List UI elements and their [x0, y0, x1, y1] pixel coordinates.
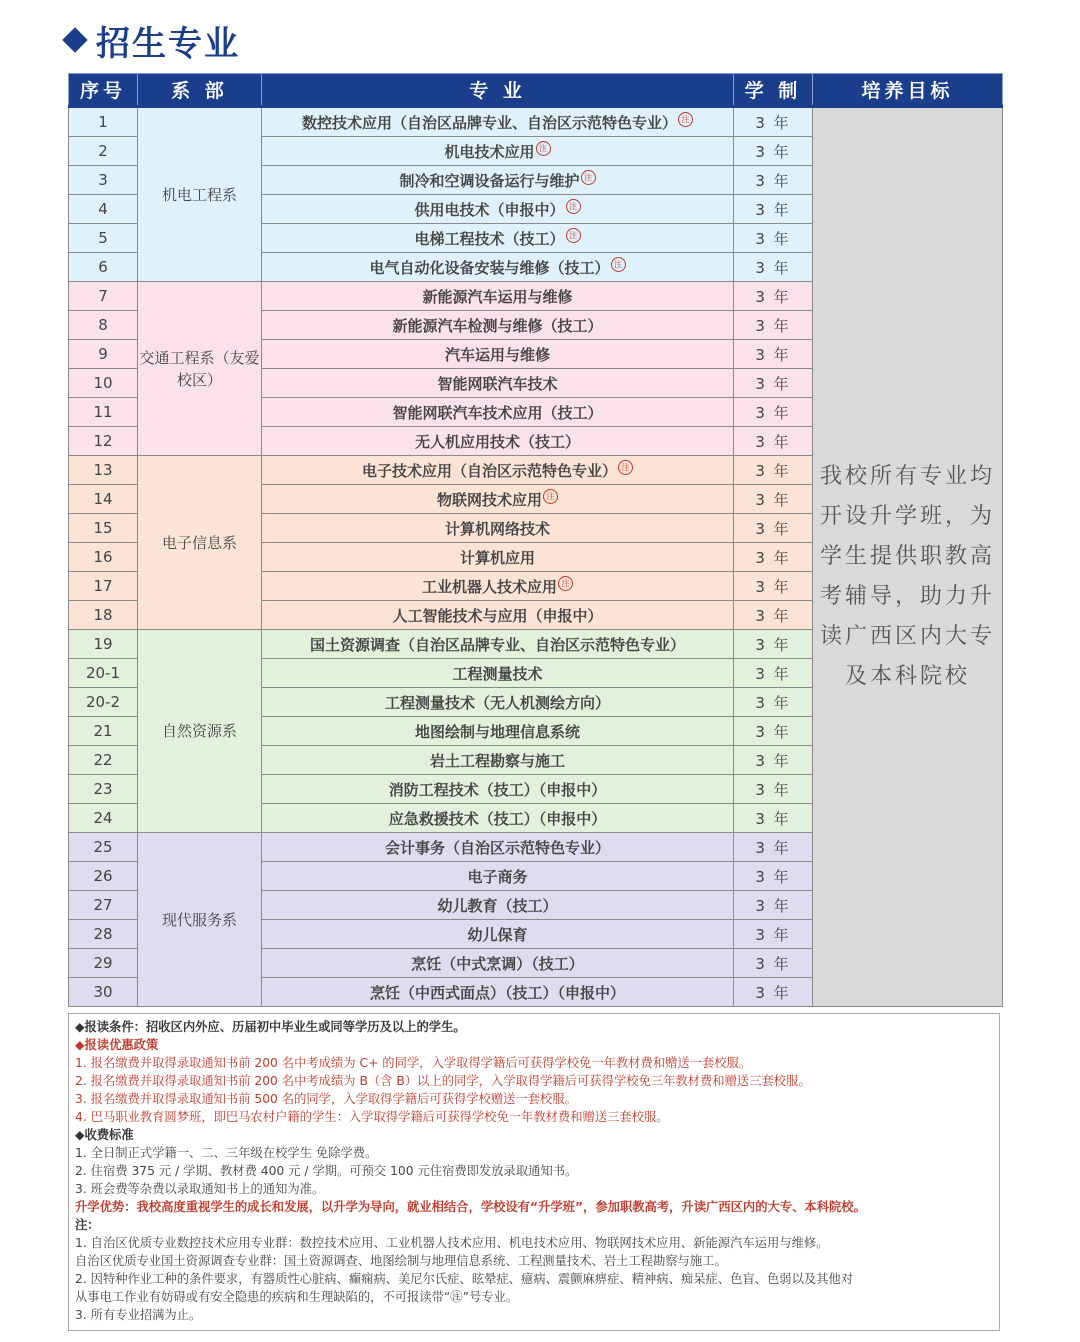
row-number: 27 [69, 891, 138, 920]
years-cell: 3 年 [734, 572, 813, 601]
row-number: 22 [69, 746, 138, 775]
major-name: 机电技术应用 [444, 142, 535, 161]
policy-heading: ◆报读优惠政策 [75, 1038, 159, 1052]
note-mark-icon: 注 [618, 460, 633, 475]
major-name: 工业机器人技术应用 [421, 577, 557, 596]
notes-panel [68, 1013, 1000, 1331]
majors-table-body [69, 107, 1003, 1007]
years-cell: 3 年 [734, 717, 813, 746]
advantage-line [75, 1198, 993, 1216]
years-cell: 3 年 [734, 978, 813, 1007]
fee-heading: ◆收费标准 [75, 1128, 134, 1142]
policy-item: 3. 报名缴费并取得录取通知书前 500 名的同学，入学取得学籍后可获得学校赠送一套校服。 [75, 1092, 577, 1106]
policy-item: 4. 巴马职业教育圆梦班，即巴马农村户籍的学生：入学取得学籍后可获得学校免一年教材费和赠送三套校服。 [75, 1110, 669, 1124]
major-name: 国土资源调查（自治区品牌专业、自治区示范特色专业） [309, 635, 685, 654]
years-cell: 3 年 [734, 891, 813, 920]
major-name: 新能源汽车检测与维修（技工） [392, 316, 603, 335]
major-name: 制冷和空调设备运行与维护 [399, 171, 580, 190]
major-cell [262, 456, 734, 485]
major-cell [262, 340, 734, 369]
years-cell: 3 年 [734, 369, 813, 398]
major-cell [262, 833, 734, 862]
row-number: 8 [69, 311, 138, 340]
note-mark-icon: 注 [558, 576, 573, 591]
fee-item: 3. 班会费等杂费以录取通知书上的通知为准。 [75, 1182, 325, 1196]
major-cell [262, 224, 734, 253]
row-number: 2 [69, 137, 138, 166]
note-mark-icon: 注 [543, 489, 558, 504]
major-cell [262, 862, 734, 891]
major-cell [262, 775, 734, 804]
years-cell: 3 年 [734, 775, 813, 804]
years-cell: 3 年 [734, 340, 813, 369]
note-mark-icon: 注 [678, 112, 693, 127]
years-cell: 3 年 [734, 166, 813, 195]
policy-item: 2. 报名缴费并取得录取通知书前 200 名中考成绩为 B（含 B）以上的同学，入学取得学籍后可获得学校免三年教材费和赠送三套校服。 [75, 1074, 811, 1088]
row-number: 14 [69, 485, 138, 514]
major-cell [262, 282, 734, 311]
row-number: 28 [69, 920, 138, 949]
major-cell [262, 369, 734, 398]
advantage-heading: 升学优势： [75, 1200, 137, 1214]
years-cell: 3 年 [734, 427, 813, 456]
note-mark-icon: 注 [566, 199, 581, 214]
years-cell: 3 年 [734, 833, 813, 862]
major-cell [262, 427, 734, 456]
row-number: 15 [69, 514, 138, 543]
major-name: 工程测量技术（无人机测绘方向） [384, 693, 610, 712]
majors-table [68, 73, 1003, 1007]
major-name: 汽车运用与维修 [444, 345, 550, 364]
major-cell [262, 949, 734, 978]
years-cell: 3 年 [734, 659, 813, 688]
remark-item: 从事电工作业有妨碍或有安全隐患的疾病和生理缺陷的，不可报读带“㊟”号专业。 [75, 1290, 519, 1304]
row-number: 29 [69, 949, 138, 978]
major-name: 消防工程技术（技工）（申报中） [388, 780, 607, 799]
major-cell [262, 195, 734, 224]
major-cell [262, 514, 734, 543]
years-cell: 3 年 [734, 456, 813, 485]
years-cell: 3 年 [734, 920, 813, 949]
row-number: 12 [69, 427, 138, 456]
major-name: 数控技术应用（自治区品牌专业、自治区示范特色专业） [301, 113, 677, 132]
major-name: 电气自动化设备安装与维修（技工） [369, 258, 610, 277]
remark-item: 1. 自治区优质专业数控技术应用专业群：数控技术应用、工业机器人技术应用、机电技术应用、物联网技术应用、新能源汽车运用与维修。 [75, 1236, 829, 1250]
row-number: 30 [69, 978, 138, 1007]
years-cell: 3 年 [734, 485, 813, 514]
row-number: 6 [69, 253, 138, 282]
years-cell: 3 年 [734, 630, 813, 659]
years-cell: 3 年 [734, 398, 813, 427]
note-mark-icon: 注 [611, 257, 626, 272]
major-name: 地图绘制与地理信息系统 [414, 722, 580, 741]
major-name: 智能网联汽车技术应用（技工） [392, 403, 603, 422]
advantage-text: 我校高度重视学生的成长和发展，以升学为导向，就业相结合，学校设有“升学班”，参加职教高考，升读广西区内的大专、本科院校。 [136, 1200, 866, 1214]
conditions-text: ◆报读条件：招收区内外应、历届初中毕业生或同等学历及以上的学生。 [75, 1020, 466, 1034]
row-number: 7 [69, 282, 138, 311]
major-cell [262, 659, 734, 688]
fee-item: 1. 全日制正式学籍一、二、三年级在校学生 免除学费。 [75, 1146, 378, 1160]
major-cell [262, 630, 734, 659]
years-cell: 3 年 [734, 311, 813, 340]
major-name: 供用电技术（申报中） [414, 200, 565, 219]
years-cell: 3 年 [734, 514, 813, 543]
years-cell: 3 年 [734, 137, 813, 166]
row-number: 4 [69, 195, 138, 224]
major-name: 会计事务（自治区示范特色专业） [384, 838, 610, 857]
years-cell: 3 年 [734, 601, 813, 630]
years-cell: 3 年 [734, 949, 813, 978]
years-cell: 3 年 [734, 688, 813, 717]
row-number: 20-2 [69, 688, 138, 717]
major-cell [262, 746, 734, 775]
years-cell: 3 年 [734, 746, 813, 775]
diamond-bullet-icon [62, 27, 87, 52]
goal-cell [813, 107, 1003, 1007]
department-cell: 现代服务系 [138, 833, 262, 1007]
major-name: 幼儿保育 [467, 925, 528, 944]
row-number: 26 [69, 862, 138, 891]
major-cell [262, 485, 734, 514]
table-header-row [69, 74, 1003, 107]
major-cell [262, 804, 734, 833]
major-cell [262, 311, 734, 340]
years-cell: 3 年 [734, 224, 813, 253]
major-name: 无人机应用技术（技工） [414, 432, 580, 451]
remark-item: 3. 所有专业招满为止。 [75, 1308, 202, 1322]
major-cell [262, 137, 734, 166]
years-cell: 3 年 [734, 282, 813, 311]
note-mark-icon: 注 [536, 141, 551, 156]
major-name: 物联网技术应用 [436, 490, 542, 509]
fee-item: 2. 住宿费 375 元 / 学期、教材费 400 元 / 学期。可预交 100 元住宿费即发放录取通知书。 [75, 1164, 578, 1178]
major-cell [262, 543, 734, 572]
major-name: 岩土工程勘察与施工 [429, 751, 565, 770]
row-number: 17 [69, 572, 138, 601]
major-cell [262, 398, 734, 427]
major-name: 新能源汽车运用与维修 [422, 287, 573, 306]
major-cell [262, 978, 734, 1007]
major-name: 烹饪（中式烹调）（技工） [411, 954, 584, 973]
major-name: 电子技术应用（自治区示范特色专业） [361, 461, 617, 480]
major-name: 应急救援技术（技工）（申报中） [388, 809, 607, 828]
page-title [66, 14, 240, 66]
note-mark-icon: 注 [581, 170, 596, 185]
major-name: 电梯工程技术（技工） [414, 229, 565, 248]
goal-text: 我校所有专业均开设升学班，为学生提供职教高考辅导，助力升读广西区内大专及本科院校 [819, 464, 995, 689]
department-cell: 自然资源系 [138, 630, 262, 833]
major-name: 电子商务 [467, 867, 528, 886]
years-cell: 3 年 [734, 543, 813, 572]
row-number: 13 [69, 456, 138, 485]
major-name: 烹饪（中西式面点）（技工）（申报中） [369, 983, 625, 1002]
major-name: 幼儿教育（技工） [437, 896, 558, 915]
row-number: 5 [69, 224, 138, 253]
major-cell [262, 107, 734, 137]
row-number: 3 [69, 166, 138, 195]
header-major: 专 业 [262, 74, 734, 107]
major-name: 工程测量技术 [452, 664, 543, 683]
major-cell [262, 572, 734, 601]
department-cell: 交通工程系（友爱校区） [138, 282, 262, 456]
note-mark-icon: 注 [566, 228, 581, 243]
row-number: 10 [69, 369, 138, 398]
table-row [69, 107, 1003, 137]
major-cell [262, 166, 734, 195]
page-title-text: 招生专业 [96, 23, 240, 64]
row-number: 19 [69, 630, 138, 659]
department-cell: 电子信息系 [138, 456, 262, 630]
major-name: 智能网联汽车技术 [437, 374, 558, 393]
years-cell: 3 年 [734, 253, 813, 282]
major-name: 计算机网络技术 [444, 519, 550, 538]
years-cell: 3 年 [734, 107, 813, 137]
remark-item: 自治区优质专业国土资源调查专业群：国土资源调查、地图绘制与地理信息系统、工程测量技术、岩土工程勘察与施工。 [75, 1254, 727, 1268]
row-number: 23 [69, 775, 138, 804]
row-number: 24 [69, 804, 138, 833]
major-cell [262, 688, 734, 717]
row-number: 21 [69, 717, 138, 746]
years-cell: 3 年 [734, 195, 813, 224]
major-cell [262, 891, 734, 920]
row-number: 25 [69, 833, 138, 862]
row-number: 9 [69, 340, 138, 369]
years-cell: 3 年 [734, 804, 813, 833]
header-dept: 系 部 [138, 74, 262, 107]
row-number: 18 [69, 601, 138, 630]
header-goal: 培养目标 [813, 74, 1003, 107]
remark-heading: 注： [75, 1218, 100, 1232]
row-number: 11 [69, 398, 138, 427]
major-cell [262, 717, 734, 746]
major-cell [262, 253, 734, 282]
header-no: 序号 [69, 74, 138, 107]
header-years: 学 制 [734, 74, 813, 107]
remark-item: 2. 因特种作业工种的条件要求，有器质性心脏病、癫痫病、美尼尔氏症、眩晕症、癔病、震颤麻痹症、精神病、痴呆症、色盲、色弱以及其他对 [75, 1272, 854, 1286]
row-number: 1 [69, 107, 138, 137]
major-cell [262, 920, 734, 949]
major-cell [262, 601, 734, 630]
row-number: 20-1 [69, 659, 138, 688]
policy-item: 1. 报名缴费并取得录取通知书前 200 名中考成绩为 C+ 的同学，入学取得学籍后可获得学校免一年教材费和赠送一套校服。 [75, 1056, 752, 1070]
department-cell: 机电工程系 [138, 107, 262, 282]
major-name: 人工智能技术与应用（申报中） [392, 606, 603, 625]
major-name: 计算机应用 [459, 548, 535, 567]
years-cell: 3 年 [734, 862, 813, 891]
row-number: 16 [69, 543, 138, 572]
